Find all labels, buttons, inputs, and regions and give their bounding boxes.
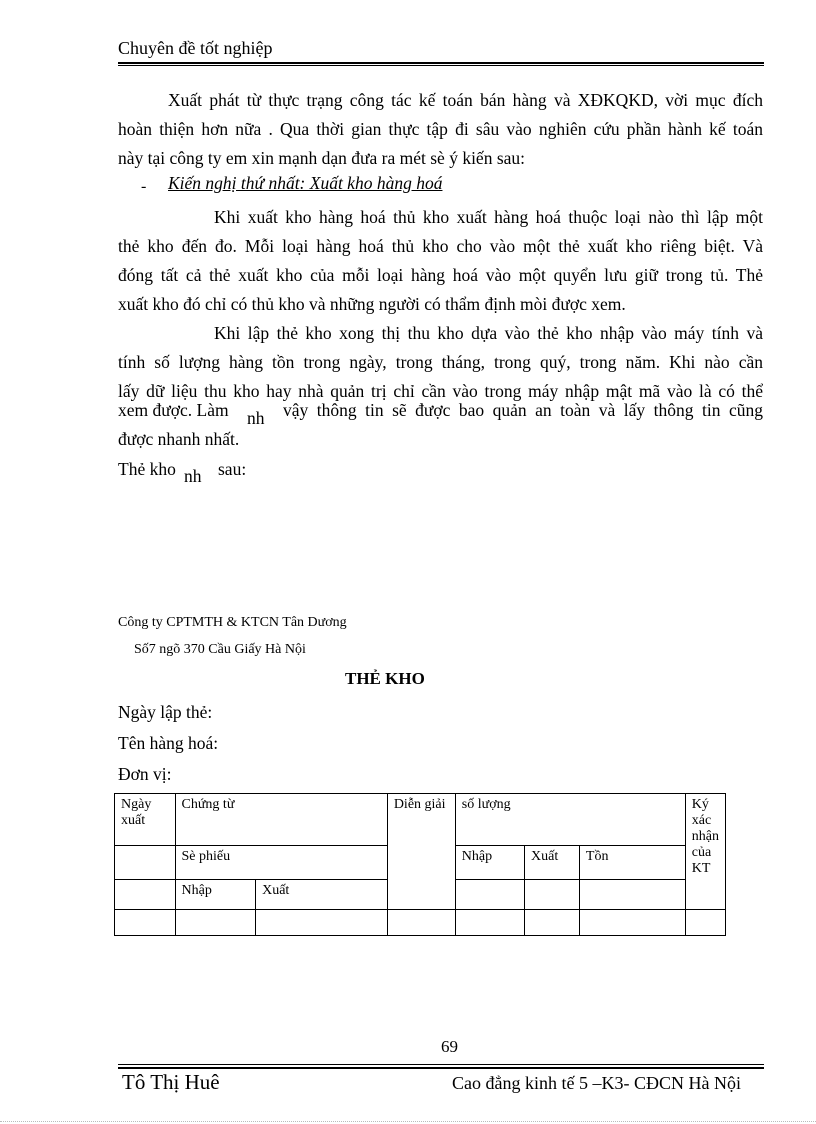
table-cell [455, 880, 524, 910]
header-dien-giai: Diễn giải [387, 794, 455, 910]
table-cell [175, 910, 256, 936]
paragraph-4-a: Thẻ kho [118, 459, 176, 479]
table-cell [115, 846, 176, 880]
paragraph-2-line-2: thẻ kho đến đo. Mỗi loại hàng hoá thủ kho cho vào một thẻ xuất kho riêng biệt. Và [118, 236, 763, 256]
paragraph-2-line-1: Khi xuất kho hàng hoá thủ kho xuất hàng hoá thuộc loại nào thì lập một [214, 207, 763, 227]
header-title: Chuyên đề tốt nghiệp [118, 38, 273, 58]
company-name: Công ty CPTMTH & KTCN Tân Dương [118, 615, 347, 630]
table-cell [579, 910, 685, 936]
page-number: 69 [441, 1037, 458, 1056]
header-ton: Tồn [579, 846, 685, 880]
header-xuat: Xuất [525, 846, 580, 880]
paragraph-1-line-3: này tại công ty em xin mạnh dạn đưa ra mét sè ý kiến sau: [118, 148, 526, 168]
paragraph-4-nh: nh [184, 466, 202, 486]
recommendation-heading: Kiến nghị thứ nhất: Xuất kho hàng hoá [168, 173, 443, 193]
goods-label: Tên hàng hoá: [118, 733, 219, 753]
table-cell [525, 910, 580, 936]
table-cell [525, 880, 580, 910]
table-cell [455, 910, 524, 936]
table-cell [115, 880, 176, 910]
paragraph-3-line-2: tính số lượng hàng tồn trong ngày, trong tháng, trong quý, trong năm. Khi nào cần [118, 352, 763, 372]
header-ky-xac-nhan: Ký xác nhận của KT [685, 794, 725, 910]
footer-rule [118, 1064, 764, 1065]
table-cell [115, 910, 176, 936]
stock-card-table [114, 793, 726, 936]
unit-label: Đơn vị: [118, 764, 172, 784]
header-phieu-nhap: Nhập [175, 880, 256, 910]
bullet-dash: - [141, 178, 147, 195]
table-row [115, 910, 726, 936]
table-row [115, 794, 726, 846]
footer-school: Cao đẳng kinh tế 5 –K3- CĐCN Hà Nội [452, 1073, 741, 1093]
company-address: Số7 ngõ 370 Cầu Giấy Hà Nội [134, 642, 306, 657]
table-cell [685, 910, 725, 936]
header-nhap: Nhập [455, 846, 524, 880]
header-chung-tu: Chứng từ [175, 794, 387, 846]
paragraph-2-line-4: xuất kho đó chỉ có thủ kho và những người có thẩm định mòi được xem. [118, 294, 626, 314]
table-cell [579, 880, 685, 910]
paragraph-3-line-3: lấy dữ liệu thu kho hay nhà quản trị chỉ cần vào trong máy nhập mật mã vào là có thể [118, 381, 763, 401]
form-title: THẺ KHO [345, 669, 425, 688]
footer-author: Tô Thị Huê [122, 1070, 220, 1094]
date-label: Ngày lập thẻ: [118, 702, 213, 722]
header-se-phieu: Sè phiếu [175, 846, 387, 880]
paragraph-3-line-5: được nhanh nhất. [118, 429, 240, 449]
paragraph-3-line-4a: xem được. Làm [118, 400, 229, 420]
header-phieu-xuat: Xuất [256, 880, 388, 910]
table-cell [387, 910, 455, 936]
paragraph-4-b: sau: [218, 459, 247, 479]
paragraph-3-line-1: Khi lập thẻ kho xong thị thu kho dựa vào thẻ kho nhập vào máy tính và [214, 323, 763, 343]
footer-rule-thick [118, 1067, 764, 1069]
header-ngay-xuat: Ngày xuất [115, 794, 176, 846]
paragraph-2-line-3: đóng tất cả thẻ xuất kho của mỗi loại hàng hoá vào một quyển lưu giữ trong tủ. Thẻ [118, 265, 763, 285]
header-rule [118, 62, 764, 64]
paragraph-1-line-1: Xuất phát từ thực trạng công tác kế toán bán hàng và XĐKQKD, vời mục đích [168, 90, 763, 110]
table-cell [256, 910, 388, 936]
header-so-luong: số lượng [455, 794, 685, 846]
paragraph-3-line-4b: vậy thông tin sẽ được bao quản an toàn và lấy thông tin cũng [283, 400, 763, 420]
header-rule-thin [118, 65, 764, 66]
paragraph-1-line-2: hoàn thiện hơn nữa . Qua thời gian thực tập đi sâu vào nghiên cứu phần hành kế toán [118, 119, 763, 139]
paragraph-3-line-4-nh: nh [247, 408, 265, 428]
